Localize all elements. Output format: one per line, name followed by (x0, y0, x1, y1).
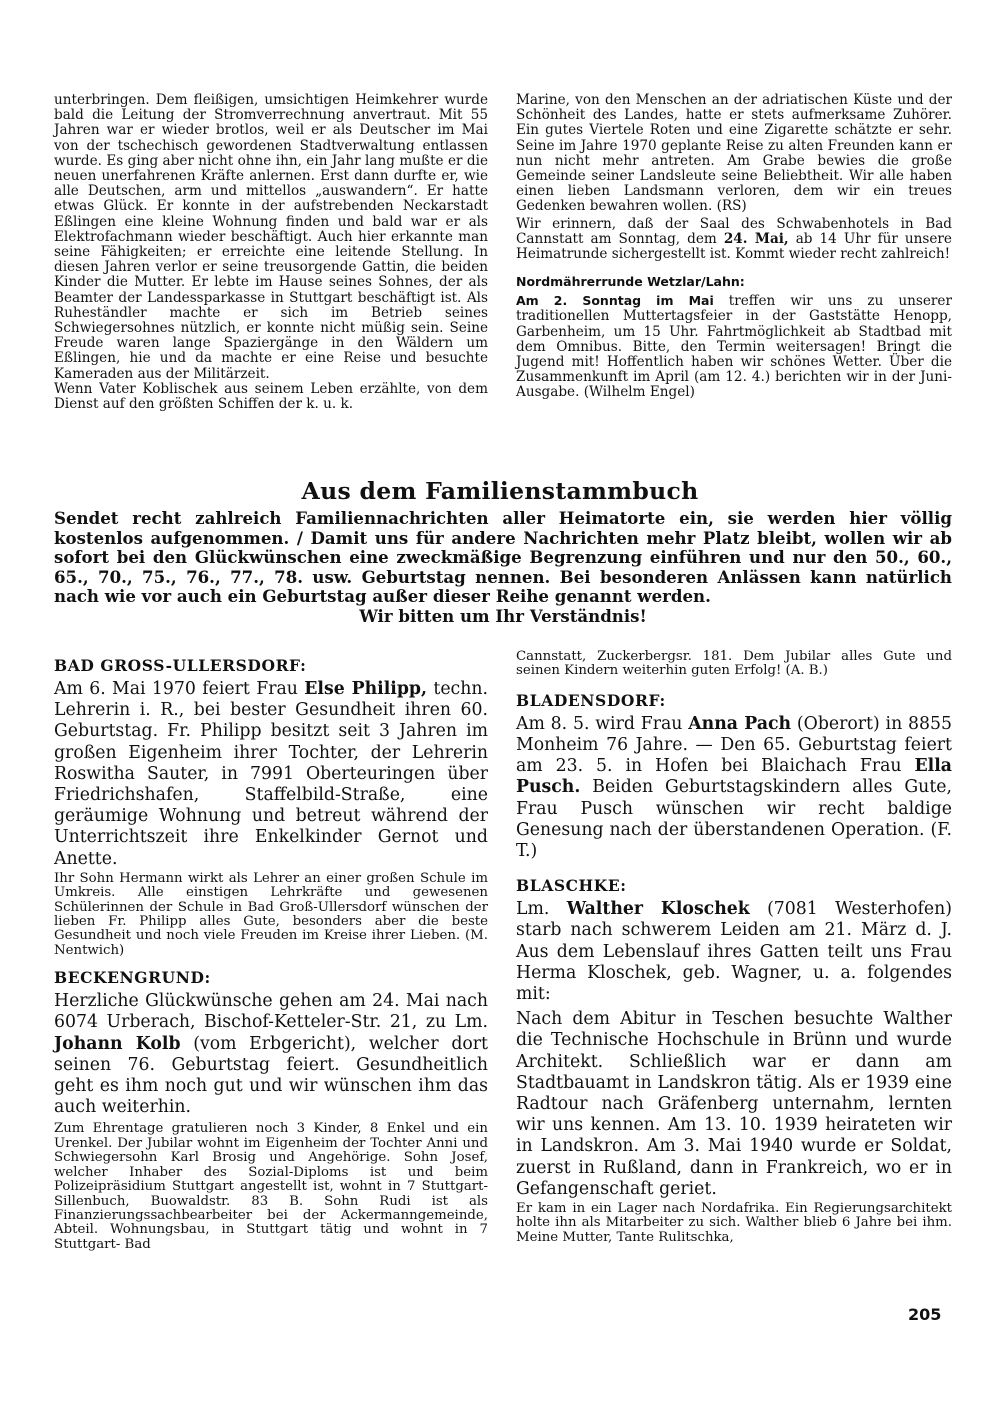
heading-blaschke: BLASCHKE: (516, 876, 627, 896)
bladensdorf-b: (Oberort) in 8855 Monheim 76 Jahre. — Den 65. Geburtstag feiert am 23. 5. in Hofen bei Blaichach Frau (516, 713, 952, 777)
column-top-left (54, 93, 488, 412)
beckengrund-name: Johann Kolb (54, 1033, 181, 1054)
column-top-right (516, 93, 952, 401)
page-number: 205 (908, 1305, 942, 1324)
blaschke-paragraph-1 (516, 899, 952, 1005)
wetzlar-date: Am 2. Sonntag im Mai (516, 293, 714, 309)
ullersdorf-paragraph-2: Ihr Sohn Hermann wirkt als Lehrer an einer großen Schule im Umkreis. Alle einstigen Lehrkräfte und gewesenen Schülerinnen der Schule in Bad Groß-Ullersdorf wünschen der lieben Fr. Philipp alles Gute, besonders aber die beste Gesundheit und noch viele Freuden im Kreise ihrer Lieben. (M. Nentwich) (54, 870, 488, 958)
blaschke-p1-b: (7081 Westerhofen) starb nach schwerem Leiden am 21. März d. J. Aus dem Lebenslauf ihres Gatten teilt uns Frau Herma Kloschek, geb. Wagner, u. a. folgendes mit: (516, 899, 953, 1005)
blaschke-paragraph-3: Er kam in ein Lager nach Nordafrika. Ein Regierungsarchitekt holte ihn als Mitarbeiter zu sich. Walther blieb 6 Jahre bei ihm. Meine Mutter, Tante Rulitschka, (516, 1201, 952, 1245)
ullersdorf-p1-a: Am 6. Mai 1970 feiert Frau (54, 679, 298, 699)
notice-last: Wir bitten um Ihr Verständnis! (359, 605, 647, 626)
notice-text: Sendet recht zahlreich Familiennachrichten aller Heimatorte ein, sie werden hier völlig kostenlos aufgenommen. / Damit uns für andere Nachrichten mehr Platz bleibt, wollen wir ab sofort bei den Glückwünschen eine zweckmäßige Begrenzung einführen und nur den 50., 60., 65., 70., 75., 76., 77., 78. usw. Geburtstag nennen. Bei besonderen Anlässen kann natürlich nach wie vor auch ein Geburtstag außer dieser Reihe genannt werden. (54, 508, 952, 607)
heading-beckengrund: BECKENGRUND: (54, 968, 211, 988)
bladensdorf-name-1: Anna Pach (688, 713, 792, 734)
ullersdorf-p1-b: techn. Lehrerin i. R., bei bester Gesundheit ihren 60. Geburtstag. Fr. Philipp besitzt seit 3 Jahren im großen Eigenheim ihrer Tochter, der Lehrerin Roswitha Sauter, in 7991 Oberteuringen über Friedrichshafen, Staffelbild-Straße, eine geräumige Wohnung und betreut während der Unterrichtszeit ihre Enkelkinder Gernot und Anette. (54, 679, 488, 869)
meeting-reminder (516, 217, 952, 263)
meeting-reminder-after: ab 14 Uhr für unsere Heimatrunde sichergestellt ist. Kommt wieder recht zahlreich! (516, 230, 952, 263)
article-continuation: unterbringen. Dem fleißigen, umsichtigen Heimkehrer wurde bald die Leitung der Stromverrechnung anvertraut. Mit 55 Jahren war er wieder brotlos, weil er als Deutscher im Mai von der tschechisch gewordenen Stadtverwaltung entlassen wurde. Es ging aber nicht ohne ihn, ein Jahr lang mußte er die neuen unerfahrenen Kräfte anlernen. Erst dann durfte er, wie alle Deutschen, arm und mittellos „auswandern“. Er hatte etwas Glück. Er konnte in der aufstrebenden Neckarstadt Eßlingen eine kleine Wohnung finden und bald war er als Elektrofachmann wieder beschäftigt. Auch hier erkannte man seine Fähigkeiten; er erreichte eine leitende Stellung. In diesen Jahren verlor er seine treusorgende Gattin, die beiden Kinder die Mutter. Er lebte im Hause seines Sohnes, der als Beamter der Landessparkasse in Stuttgart beschäftigt ist. Als Ruheständler machte er sich im Betrieb seines Schwiegersohnes nützlich, er konnte nicht müßig sein. Seine Freude waren lange Spaziergänge in den Wäldern um Eßlingen, hie und da machte er eine Reise und besuchte Kameraden aus der Militärzeit. (54, 92, 488, 382)
subheading-wetzlar: Nordmährerrunde Wetzlar/Lahn: (516, 274, 745, 290)
beckengrund-paragraph-2: Zum Ehrentage gratulieren noch 3 Kinder, 8 Enkel und ein Urenkel. Der Jubilar wohnt im Eigenheim der Tochter Anni und Schwiegersohn Karl Brosig und Angehörige. Sohn Josef, welcher Inhaber des Sozial-Diploms ist und beim Polizeipräsidium Stuttgart angestellt ist, wohnt in 7 Stuttgart-Sillenbuch, Buowaldstr. 83 B. Sohn Rudi ist als Finanzierungssachbearbeiter bei der Ackermanngemeinde, Abteil. Wohnungsbau, in Stuttgart tätig und wohnt in 7 Stuttgart- Bad (54, 1121, 488, 1252)
beckengrund-continuation: Cannstatt, Zuckerbergsr. 181. Dem Jubilar alles Gute und seinen Kindern weiterhin guten Erfolg! (A. B.) (516, 649, 952, 679)
beckengrund-p1-b: (vom Erbgericht), welcher dort seinen 76. Geburtstag feiert. Gesundheitlich geht es ihm noch gut und wir wünschen ihm das auch weiterhin. (54, 1033, 488, 1118)
ullersdorf-paragraph-1 (54, 679, 488, 870)
notice-box (54, 509, 952, 627)
heading-bad-gross-ullersdorf: BAD GROSS-ULLERSDORF: (54, 656, 307, 675)
beckengrund-paragraph-1 (54, 991, 488, 1118)
heading-bladensdorf: BLADENSDORF: (516, 690, 666, 710)
column-bottom-left (54, 656, 488, 1252)
blaschke-paragraph-2: Nach dem Abitur in Teschen besuchte Walther die Technische Hochschule in Brünn und wurde Architekt. Schließlich war er dann am Stadtbauamt in Landskron tätig. Als er 1939 eine Radtour nach Gräfenberg unternahm, lernten wir uns kennen. Am 13. 10. 1939 heirateten wir in Landskron. Am 3. Mai 1940 wurde er Soldat, zuerst in Rußland, dann in Frankreich, wo er in Gefangenschaft geriet. (516, 1009, 952, 1199)
blaschke-name: Walther Kloschek (566, 899, 750, 920)
wetzlar-announcement (516, 293, 952, 400)
blaschke-p1-a: Lm. (516, 899, 550, 920)
article-continuation-2: Wenn Vater Koblischek aus seinem Leben erzählte, von dem Dienst auf den größten Schiffen der k. u. k. (54, 380, 488, 413)
bladensdorf-a: Am 8. 5. wird Frau (516, 713, 683, 734)
column-bottom-right (516, 650, 952, 1245)
meeting-date: 24. Mai, (723, 230, 789, 247)
section-title: Aus dem Familienstammbuch (301, 477, 699, 505)
ullersdorf-name: Else Philipp, (304, 679, 428, 699)
wetzlar-text: treffen wir uns zu unserer traditionellen Muttertagsfeier in der Gaststätte Henopp, Garbenheim, um 15 Uhr. Fahrtmöglichkeit ab Stadtbad mit dem Omnibus. Bitte, den Termin weitersagen! Bringt die Jugend mit! Hoffentlich haben wir schönes Wetter. Über die Zusammenkunft im April (am 12. 4.) berichten wir in der Juni-Ausgabe. (Wilhelm Engel) (516, 293, 952, 401)
bladensdorf-paragraph (516, 714, 952, 862)
meeting-reminder-before: Wir erinnern, daß der Saal des Schwabenhotels in Bad Cannstatt am Sonntag, dem (516, 215, 952, 247)
bladensdorf-c: Beiden Geburtstagskindern alles Gute, Frau Pusch wünschen wir recht baldige Genesung nach der überstandenen Operation. (F. T.) (516, 777, 952, 862)
obituary-end: Marine, von den Menschen an der adriatischen Küste und der Schönheit des Landes, hatte er stets aufmerksame Zuhörer. Ein gutes Viertele Roten und eine Zigarette schätzte er sehr. Seine im Jahre 1970 geplante Reise zu alten Freunden kann er nun nicht mehr antreten. Am Grabe bewies die große Gemeinde seiner Landsleute seine Beliebtheit. Wir alle haben einen lieben Landsmann verloren, dem wir ein treues Gedenken bewahren wollen. (RS) (516, 92, 952, 215)
bladensdorf-name-2: Ella Pusch. (516, 756, 952, 798)
beckengrund-p1-a: Herzliche Glückwünsche gehen am 24. Mai nach 6074 Urberach, Bischof-Ketteler-Str. 21, zu Lm. (54, 991, 488, 1033)
